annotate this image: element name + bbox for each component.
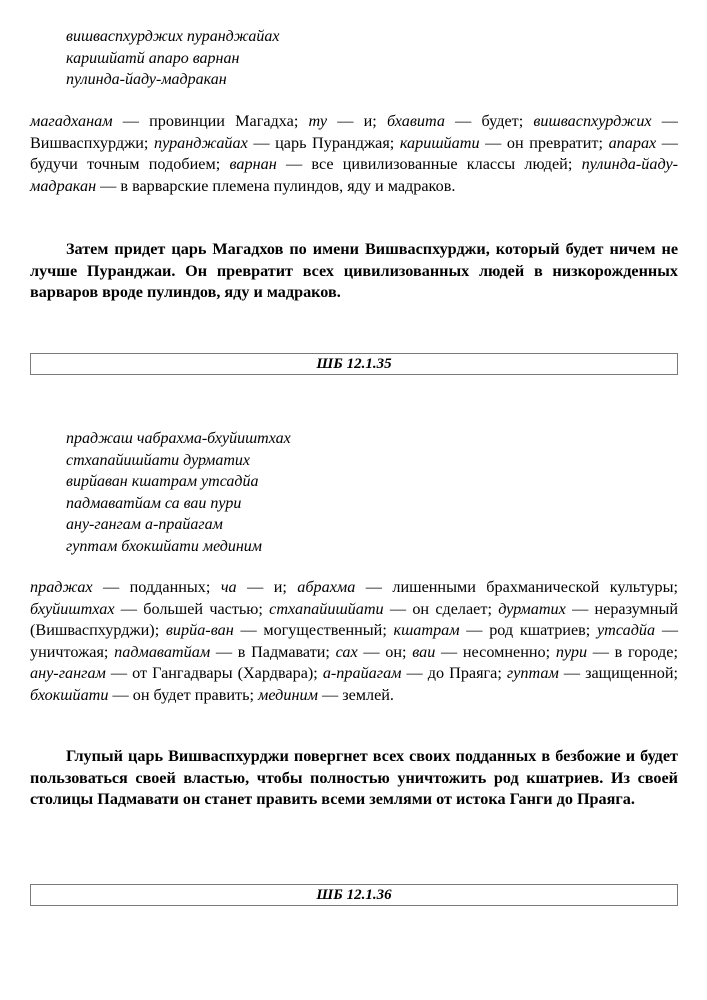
sanskrit-term: кшатрам [393, 621, 460, 639]
verse-header-2: ШБ 12.1.36 [30, 884, 678, 906]
term-meaning: — большей частью; [114, 599, 270, 618]
sanskrit-term: магадханам [30, 112, 113, 130]
term-meaning: — несомненно; [435, 642, 556, 661]
sanskrit-term: пури [555, 642, 588, 661]
sanskrit-term: падмаватйам [114, 642, 211, 661]
term-meaning: — и; [327, 112, 387, 130]
verse-2 [66, 428, 291, 557]
sanskrit-term: ту [308, 112, 328, 130]
synonyms-2 [30, 577, 678, 706]
verse-line: падмаватйам са ваи пури [66, 494, 242, 512]
sanskrit-term: ча [220, 578, 237, 596]
term-meaning: — он сделает; [383, 599, 499, 618]
term-meaning: — все цивилизованные классы людей; [276, 155, 582, 173]
sanskrit-term: вишваспхурджих [533, 112, 652, 130]
verse-line: стхапайишйати дурматих [66, 451, 251, 469]
term-meaning: — от Гангадвары (Хардвара); [105, 664, 323, 682]
term-meaning: — до Праяга; [401, 664, 507, 682]
term-meaning: — царь Пуранджая; [247, 133, 400, 152]
term-meaning: — защищенной; [558, 664, 678, 682]
sanskrit-term: мединим [258, 685, 318, 704]
term-meaning: — лишенными брахманической культуры; [355, 578, 678, 596]
term-meaning: — род кшатриев; [459, 621, 597, 639]
sanskrit-term: утсадйа [597, 621, 656, 639]
verse-header-1: ШБ 12.1.35 [30, 353, 678, 375]
sanskrit-term: пулинда-йаду- мадракан [30, 155, 679, 195]
sanskrit-term: вирйа-ван [165, 621, 234, 639]
sanskrit-term: апарах [608, 133, 657, 152]
sanskrit-term: варнан [229, 155, 277, 173]
term-meaning: — будучи точным подобием; [30, 133, 678, 173]
term-meaning: — неразумный (Вишваспхурджи); [30, 599, 678, 639]
sanskrit-term: бхуйиштхах [30, 599, 115, 618]
sanskrit-term: сах [335, 642, 358, 661]
term-meaning: — в варварские племена пулиндов, яду и мадраков. [96, 176, 456, 195]
sanskrit-term: каришйати [399, 133, 480, 152]
term-meaning: — подданных; [92, 578, 221, 596]
verse-line: пулинда-йаду-мадракан [66, 71, 227, 88]
sanskrit-term: праджах [30, 578, 93, 596]
sanskrit-term: ану-гангам [30, 664, 106, 682]
sanskrit-term: стхапайишйати [269, 599, 384, 618]
sanskrit-term: гуптам [506, 664, 559, 682]
term-meaning: — уничтожая; [30, 621, 679, 661]
verse-line: вирйаван кшатрам утсадйа [66, 473, 259, 490]
sanskrit-term: а-прайагам [322, 664, 402, 682]
term-meaning: — в Падмавати; [210, 642, 336, 661]
term-meaning: — в городе; [587, 642, 678, 661]
term-meaning: — он превратит; [479, 133, 609, 152]
verse-line: гуптам бхокшйати мединим [66, 537, 263, 555]
verse-line: каришйатй апаро варнан [66, 49, 240, 67]
verse-1 [66, 26, 280, 91]
sanskrit-term: пуранджайах [154, 133, 248, 152]
translation-1: Затем придет царь Магадхов по имени Вишваспхурджи, который будет ничем не лучше Пуранджаи. Он превратит всех цивилизованных людей в низкорожденных варваров вроде пулиндов, яду и мадраков. [30, 240, 678, 301]
term-meaning: — провинции Магадха; [112, 112, 309, 130]
sanskrit-term: дурматих [498, 599, 566, 618]
sanskrit-term: бхавита [386, 112, 445, 130]
term-meaning: — будет; [444, 112, 534, 130]
verse-line: праджаш чабрахма-бхуйиштхах [66, 430, 291, 447]
term-meaning: — и; [236, 578, 298, 596]
term-meaning: — он будет править; [108, 685, 259, 704]
verse-line: вишваспхурджих пуранджайах [66, 28, 280, 45]
verse-line: ану-гангам а-прайагам [66, 516, 223, 533]
translation-2: Глупый царь Вишваспхурджи повергнет всех своих подданных в безбожие и будет пользоваться своей властью, чтобы полностью уничтожить род кшатриев. Из своей столицы Падмавати он станет править всеми землями от истока Ганги до Праяга. [30, 747, 678, 808]
sanskrit-term: ваи [412, 642, 436, 661]
synonyms-1 [30, 111, 678, 197]
sanskrit-term: абрахма [297, 578, 356, 596]
term-meaning: — могущественный; [233, 621, 394, 639]
term-meaning: — Вишваспхурджи; [30, 112, 678, 152]
sanskrit-term: бхокшйати [30, 685, 109, 704]
term-meaning: — землей. [317, 685, 394, 704]
term-meaning: — он; [357, 642, 413, 661]
